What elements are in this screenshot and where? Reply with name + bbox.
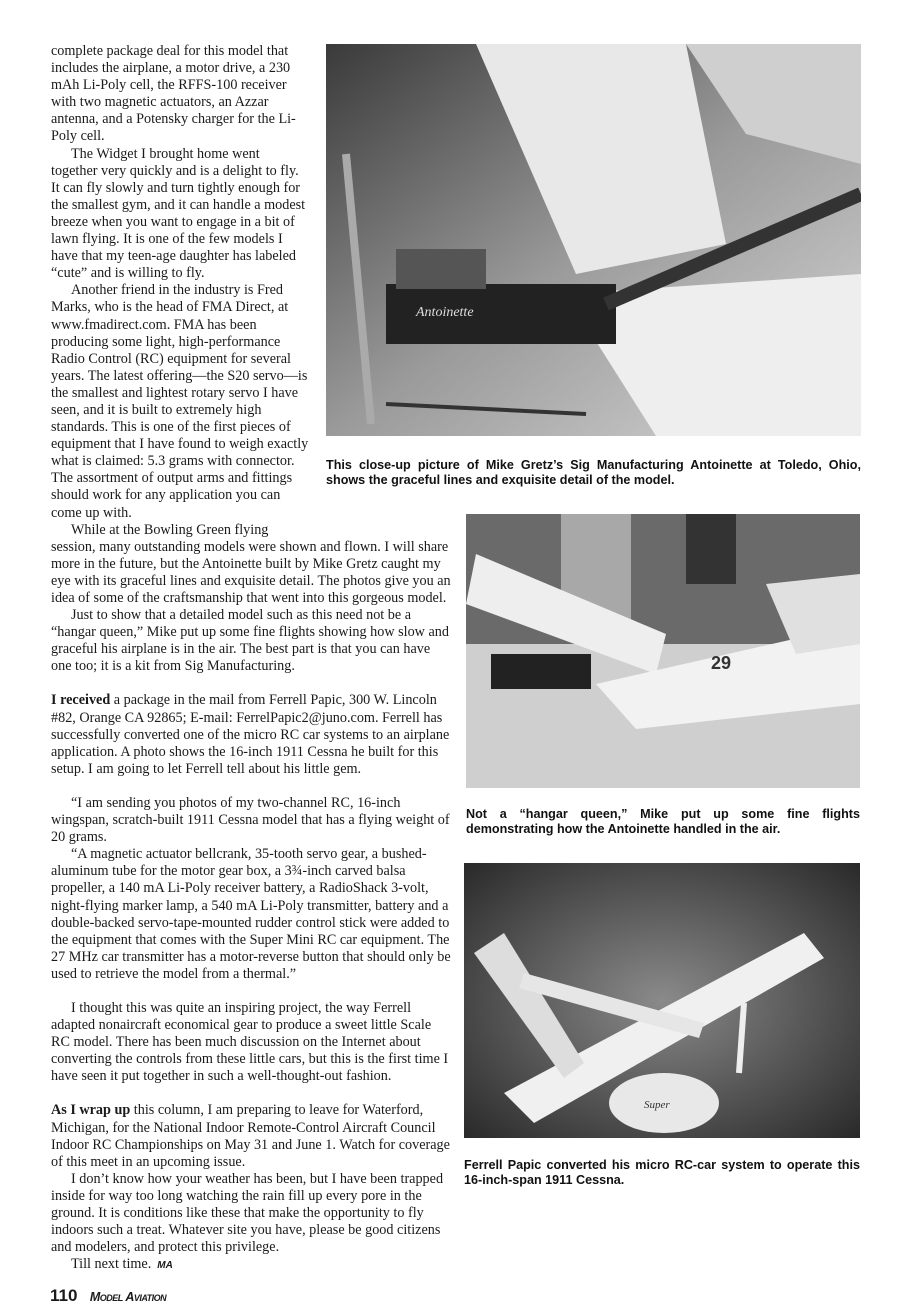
paragraph: complete package deal for this model that includes the airplane, a motor drive, a 230 mAh Li-Poly cell, the RFFS-100 receiver with two magnetic actuators, an Azzar antenna, and a Potensky charger for the Li-Poly cell. [51,43,296,145]
photo-1911-cessna [464,863,860,1138]
caption-photo-3: Ferrell Papic converted his micro RC-car system to operate this 16-inch-span 1911 Cessna. [464,1158,860,1187]
aircraft-number: 29 [711,653,732,673]
paragraph: While at the Bowling Green flying [71,521,269,538]
lead-in: As I wrap up [51,1102,131,1119]
paragraph: I thought this was quite an inspiring project, the way Ferrell adapted nonaircraft economical gear to produce a sweet little Scale RC model. There has been much discussion on the Internet about converting the controls from these little cars, but this is the first time I have seen it put together in such a well-thought-out fashion. [51,999,449,1085]
paragraph: The Widget I brought home went together very quickly and is a delight to fly. It can fly slowly and turn tightly enough for the smallest gym, and it can handle a modest breeze when you want to engage in a bit of lawn flying. It is one of the few models I have that my teen-age daughter has labeled “cute” and is willing to fly. [51,145,306,282]
antoinette-lettering: Antoinette [416,305,474,320]
page-number: 110 [50,1286,78,1306]
paragraph [51,1256,453,1274]
closing-text: Till next time. [71,1256,152,1273]
end-mark: MA [157,1260,173,1272]
photo-antoinette-display [466,514,860,788]
paragraph [51,692,453,777]
magazine-name: Model Aviation [89,1290,167,1305]
quote-paragraph: “A magnetic actuator bellcrank, 35-tooth servo gear, a bushed-aluminum tube for the motor gear box, a 3¾-inch carved balsa propeller, a 140 mA Li-Poly receiver battery, a RadioShack 3-volt, night-flying marker lamp, a 540 mA Li-Poly transmitter, battery and a double-backed servo-tape-mounted rudder control stick were added to the equipment that comes with the Super Mini RC car equipment. The 27 MHz car transmitter has a motor-reverse button that should only be used to retrieve the model from a thermal.” [51,846,451,982]
paragraph [51,1102,453,1170]
lead-in: I received [51,692,111,709]
paragraph-text: a package in the mail from Ferrell Papic, 300 W. Lincoln #82, Orange CA 92865; E-mail: FerrelPapic2@juno.com. Ferrell has successfully converted one of the micro RC car systems to an airplane application. A photo shows the 16-inch 1911 Cessna he built for this setup. I am going to let Ferrell tell about his little gem. [51,692,450,777]
caption-photo-1: This close-up picture of Mike Gretz’s Sig Manufacturing Antoinette at Toledo, Ohio, shows the graceful lines and exquisite detail of the model. [326,458,861,487]
paragraph: I don’t know how your weather has been, but I have been trapped inside for way too long watching the rain fill up every pore in the ground. It is conditions like these that make the opportunity to fly indoors such a treat. Whatever site you have, please be good citizens and modelers, and protect this privilege. [51,1170,444,1256]
paragraph: Just to show that a detailed model such as this need not be a “hangar queen,” Mike put up some fine flights showing how slow and graceful his airplane is in the air. The best part is that you can have one too; it is a kit from Sig Manufacturing. [51,607,449,675]
quote-paragraph: “I am sending you photos of my two-channel RC, 16-inch wingspan, scratch-built 1911 Cessna model that has a flying weight of 20 grams. [51,794,450,846]
super-label: Super [644,1099,670,1111]
paragraph: Another friend in the industry is Fred Marks, who is the head of FMA Direct, at www.fmadirect.com. FMA has been producing some light, high-performance Radio Control (RC) equipment for several years. The latest offering—the S20 servo—is the smallest and lightest rotary servo I have seen, and it is built to extremely high standards. This is one of the first pieces of equipment that I have found to weigh exactly what is claimed: 5.3 grams with connector. The assortment of output arms and fittings should work for any application you can come up with. [51,282,309,521]
paragraph: session, many outstanding models were shown and flown. I will share more in the future, but the Antoinette built by Mike Gretz caught my eye with its graceful lines and exquisite detail. The photos give you an idea of some of the craftsmanship that went into this gorgeous model. [51,538,451,606]
photo-antoinette-closeup [326,44,861,436]
caption-photo-2: Not a “hangar queen,” Mike put up some fine flights demonstrating how the Antoinette handled in the air. [466,807,860,836]
paragraph-text: this column, I am preparing to leave for Waterford, Michigan, for the National Indoor Remote-Control Aircraft Council Indoor RC Championships on May 31 and June 1. Watch for coverage of this meet in an upcoming issue. [51,1102,450,1170]
page-footer [50,1274,453,1306]
